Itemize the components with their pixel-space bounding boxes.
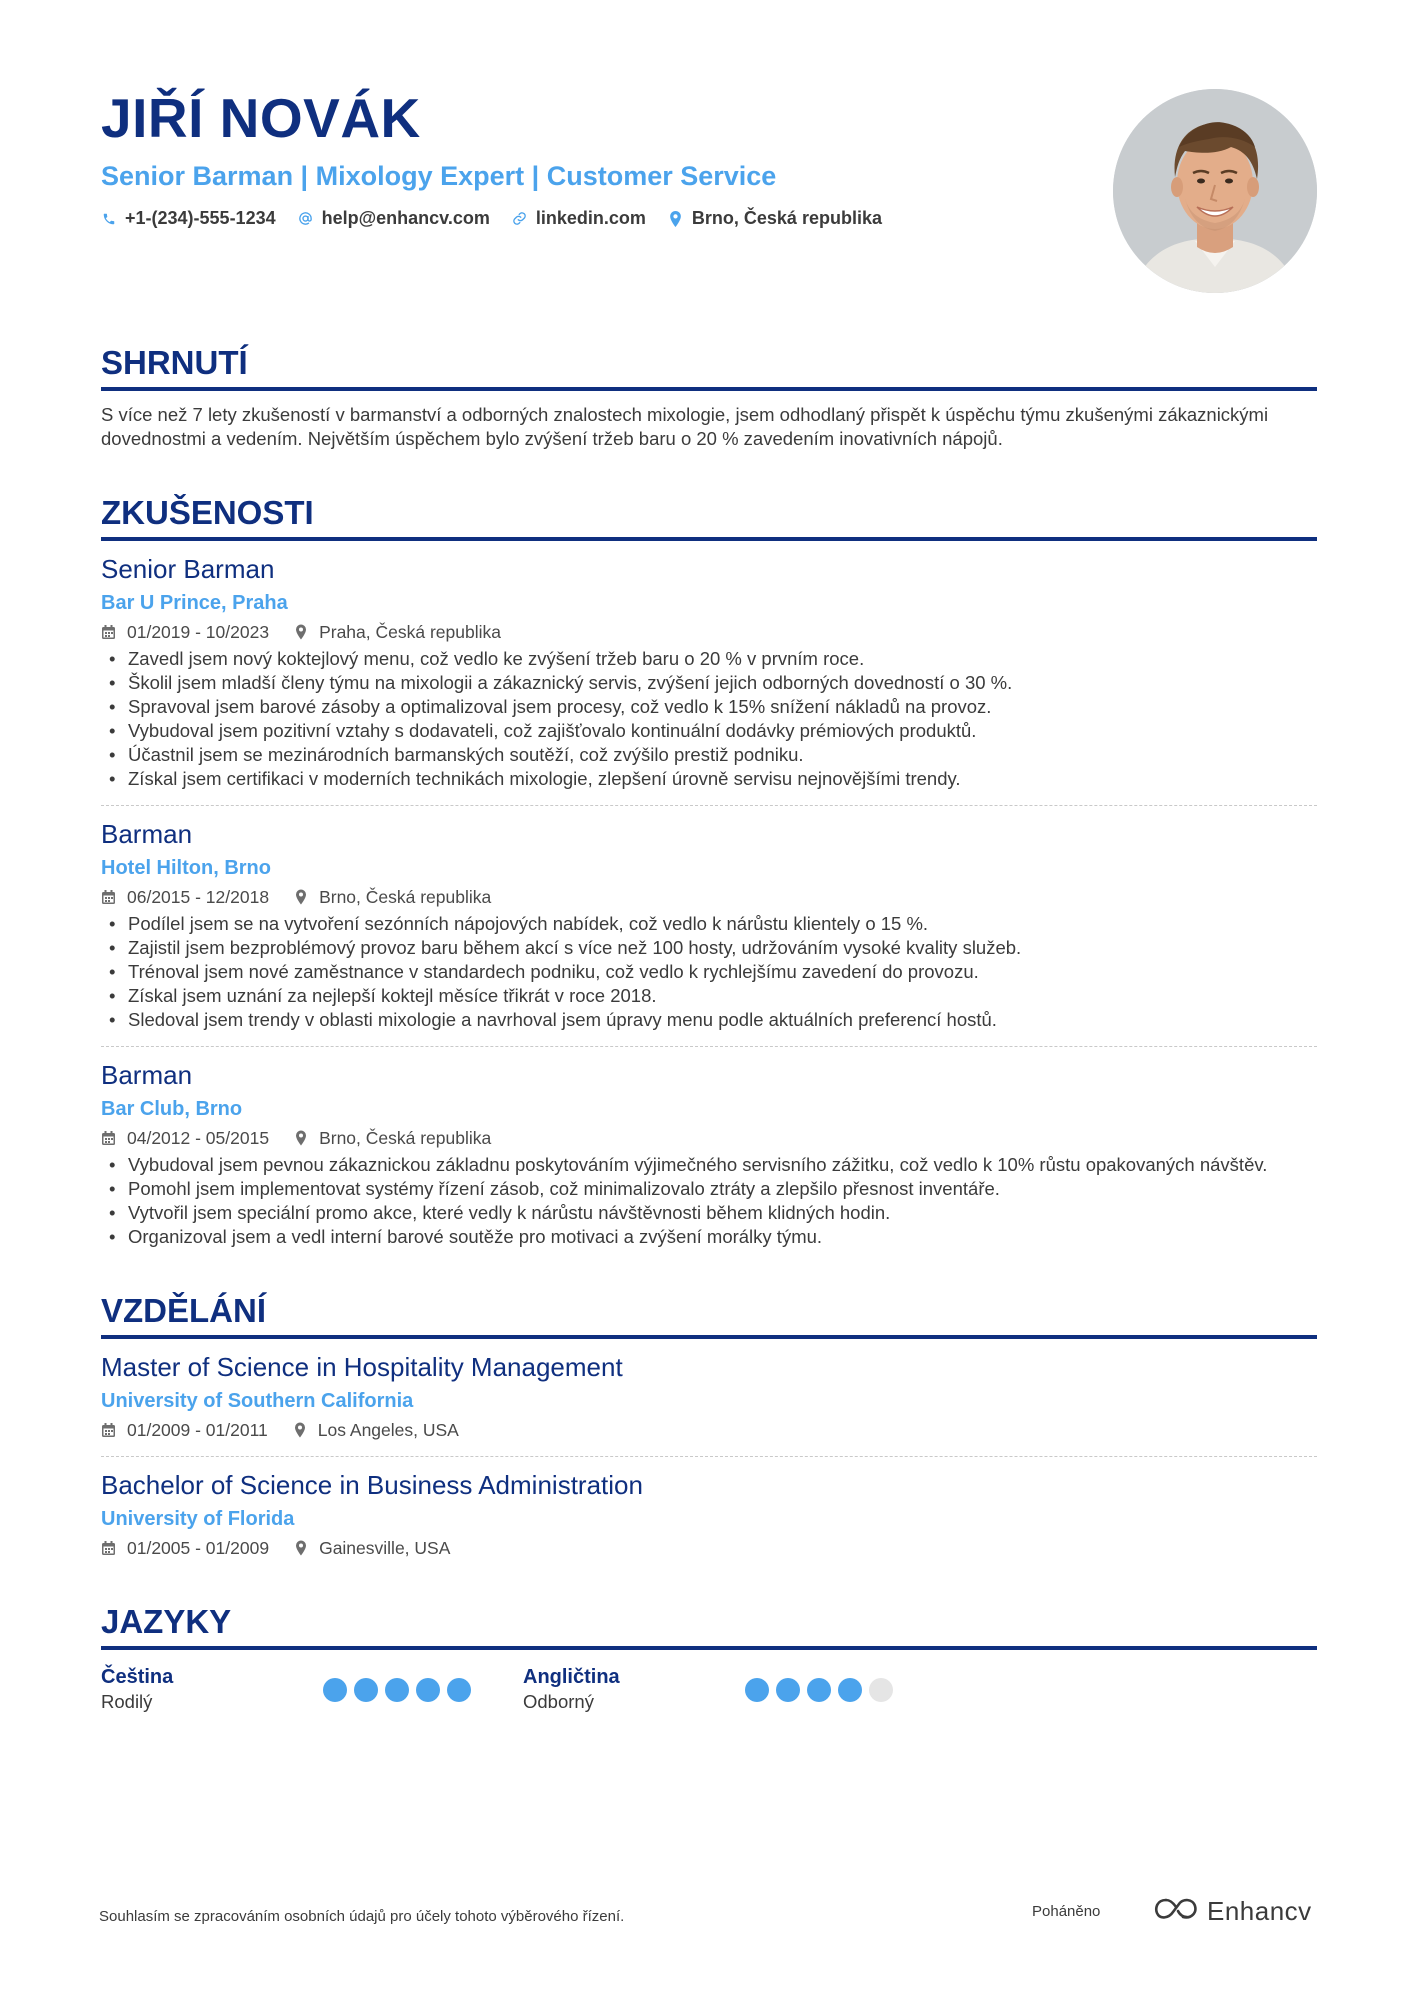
rating-dot-filled <box>323 1678 347 1702</box>
at-icon <box>298 211 314 227</box>
bullet-item: • Spravoval jsem barové zásoby a optimalizoval jsem procesy, což vedlo k 15% snížení nákladů na provoz. <box>101 695 1317 719</box>
rating-dot-filled <box>416 1678 440 1702</box>
job-employer: Hotel Hilton, Brno <box>101 857 271 879</box>
bullet-item: • Organizoval jsem a vedl interní barové soutěže pro motivaci a zvýšení morálky týmu. <box>101 1225 1317 1249</box>
job-role: Barman <box>101 819 193 849</box>
phone-icon <box>101 211 117 227</box>
language-rating <box>323 1678 471 1702</box>
candidate-name: JIŘÍ NOVÁK <box>101 87 421 149</box>
job-role: Senior Barman <box>101 554 275 584</box>
job-bullets <box>101 647 1317 791</box>
education-location-text: Los Angeles, USA <box>317 1420 459 1440</box>
job-dates: 06/2015 - 12/2018 <box>127 887 270 907</box>
school-name: University of Florida <box>101 1508 295 1530</box>
language-text <box>523 1664 745 1714</box>
job-meta <box>101 1126 1317 1150</box>
bullet-item: • Zavedl jsem nový koktejlový menu, což vedlo ke zvýšení tržeb baru o 20 % v prvním roce. <box>101 647 1317 671</box>
job-role: Barman <box>101 1060 193 1090</box>
language-item <box>101 1664 523 1714</box>
linkedin-text: linkedin.com <box>535 208 646 228</box>
job-location <box>295 885 491 909</box>
rating-dot-filled <box>807 1678 831 1702</box>
language-name: Čeština <box>101 1666 174 1688</box>
bullet-item: • Získal jsem uznání za nejlepší koktejl měsíce třikrát v roce 2018. <box>101 984 1317 1008</box>
education-location-text: Gainesville, USA <box>319 1538 451 1558</box>
location-text: Brno, Česká republika <box>691 208 882 228</box>
education-meta <box>101 1418 1317 1442</box>
location-pin-icon <box>295 1540 311 1556</box>
job-meta <box>101 620 1317 644</box>
location-pin-icon <box>294 1422 310 1438</box>
calendar-icon <box>101 889 117 905</box>
bullet-item: • Vytvořil jsem speciální promo akce, které vedly k nárůstu návštěvnosti během klidných hodin. <box>101 1201 1317 1225</box>
location-pin-icon <box>295 889 311 905</box>
job-location-text: Praha, Česká republika <box>319 622 501 642</box>
school-name: University of Southern California <box>101 1390 414 1412</box>
rating-dot-filled <box>385 1678 409 1702</box>
enhancv-logo-icon <box>1153 1896 1199 1927</box>
job-dates: 01/2019 - 10/2023 <box>127 622 270 642</box>
location-pin-icon <box>295 1130 311 1146</box>
contact-linkedin[interactable] <box>512 208 646 229</box>
language-level: Odborný <box>523 1691 594 1712</box>
education-dates: 01/2009 - 01/2011 <box>127 1420 268 1440</box>
bullet-item: • Zajistil jsem bezproblémový provoz baru během akcí s více než 100 hosty, udržováním vysoké kvality služeb. <box>101 936 1317 960</box>
link-icon <box>512 211 528 227</box>
contact-email[interactable] <box>298 208 490 229</box>
rating-dot-empty <box>869 1678 893 1702</box>
languages-section <box>101 1602 1317 1714</box>
resume-content <box>101 86 1317 1714</box>
job-bullets <box>101 1153 1317 1249</box>
bullet-item: • Účastnil jsem se mezinárodních barmanských soutěží, což zvýšilo prestiž podniku. <box>101 743 1317 767</box>
education-section <box>101 1291 1317 1560</box>
summary-section <box>101 343 1317 451</box>
rating-dot-filled <box>776 1678 800 1702</box>
education-entry <box>101 1456 1317 1560</box>
degree-title: Master of Science in Hospitality Management <box>101 1352 623 1382</box>
location-pin-icon <box>668 211 684 227</box>
bullet-item: • Pomohl jsem implementovat systémy řízení zásob, což minimalizovalo ztráty a zlepšilo přesnost inventáře. <box>101 1177 1317 1201</box>
contact-location <box>668 208 882 229</box>
education-entry <box>101 1339 1317 1442</box>
job-location <box>295 1126 491 1150</box>
experience-entry <box>101 805 1317 1032</box>
resume-header <box>101 86 1317 296</box>
degree-title: Bachelor of Science in Business Administration <box>101 1470 643 1500</box>
language-text <box>101 1664 323 1714</box>
calendar-icon <box>101 624 117 640</box>
experience-section <box>101 493 1317 1249</box>
experience-heading: ZKUŠENOSTI <box>101 493 1317 541</box>
experience-entry <box>101 541 1317 791</box>
education-meta <box>101 1536 1317 1560</box>
education-dates: 01/2005 - 01/2009 <box>127 1538 270 1558</box>
education-location <box>294 1418 459 1442</box>
bullet-item: • Získal jsem certifikaci v moderních technikách mixologie, zlepšení úrovně servisu nejnovějšími trendy. <box>101 767 1317 791</box>
summary-heading: SHRNUTÍ <box>101 343 1317 391</box>
bullet-item: • Trénoval jsem nové zaměstnance v standardech podniku, což vedlo k rychlejšímu zavedení do provozu. <box>101 960 1317 984</box>
profile-photo <box>1113 89 1317 293</box>
language-item <box>523 1664 945 1714</box>
job-location-text: Brno, Česká republika <box>319 887 492 907</box>
job-location-text: Brno, Česká republika <box>319 1128 492 1148</box>
summary-text: S více než 7 lety zkušeností v barmanství a odborných znalostech mixologie, jsem odhodlaný přispět k úspěchu týmu zkušenými zákaznickými dovednostmi a vedením. Největším úspěchem bylo zvýšení tržeb baru o 20 % zavedením inovativních nápojů. <box>101 404 1269 449</box>
bullet-item: • Vybudoval jsem pevnou zákaznickou základnu poskytováním výjimečného servisního zážitku, což vedlo k 10% růstu opakovaných návštěv. <box>101 1153 1317 1177</box>
bullet-item: • Podílel jsem se na vytvoření sezónních nápojových nabídek, což vedlo k nárůstu klientely o 15 %. <box>101 912 1317 936</box>
calendar-icon <box>101 1130 117 1146</box>
language-name: Angličtina <box>523 1666 620 1688</box>
candidate-title: Senior Barman | Mixology Expert | Customer Service <box>101 161 777 191</box>
education-location <box>295 1536 450 1560</box>
rating-dot-filled <box>354 1678 378 1702</box>
bullet-item: • Školil jsem mladší členy týmu na mixologii a zákaznický servis, zvýšení jejich odborných dovedností o 30 %. <box>101 671 1317 695</box>
calendar-icon <box>101 1540 117 1556</box>
job-employer: Bar Club, Brno <box>101 1098 243 1120</box>
education-heading: VZDĚLÁNÍ <box>101 1291 1317 1339</box>
footer-brand[interactable] <box>1153 1896 1312 1927</box>
footer-consent: Souhlasím se zpracováním osobních údajů pro účely tohoto výběrového řízení. <box>99 1908 625 1925</box>
experience-entry <box>101 1046 1317 1249</box>
brand-name: Enhancv <box>1207 1896 1312 1926</box>
bullet-item: • Vybudoval jsem pozitivní vztahy s dodavateli, což zajišťovalo kontinuální dodávky prémiových produktů. <box>101 719 1317 743</box>
phone-text: +1-(234)-555-1234 <box>125 208 276 228</box>
job-bullets <box>101 912 1317 1032</box>
job-meta <box>101 885 1317 909</box>
languages-heading: JAZYKY <box>101 1602 1317 1650</box>
rating-dot-filled <box>447 1678 471 1702</box>
language-list <box>101 1664 1317 1714</box>
location-pin-icon <box>295 624 311 640</box>
calendar-icon <box>101 1422 117 1438</box>
rating-dot-filled <box>838 1678 862 1702</box>
job-location <box>295 620 501 644</box>
email-text: help@enhancv.com <box>321 208 490 228</box>
rating-dot-filled <box>745 1678 769 1702</box>
bullet-item: • Sledoval jsem trendy v oblasti mixologie a navrhoval jsem úpravy menu podle aktuálních preferencí hostů. <box>101 1008 1317 1032</box>
language-rating <box>745 1678 893 1702</box>
job-employer: Bar U Prince, Praha <box>101 592 288 614</box>
contact-phone[interactable] <box>101 208 276 229</box>
job-dates: 04/2012 - 05/2015 <box>127 1128 270 1148</box>
footer-powered-by: Poháněno <box>1032 1903 1101 1920</box>
language-level: Rodilý <box>101 1691 153 1712</box>
